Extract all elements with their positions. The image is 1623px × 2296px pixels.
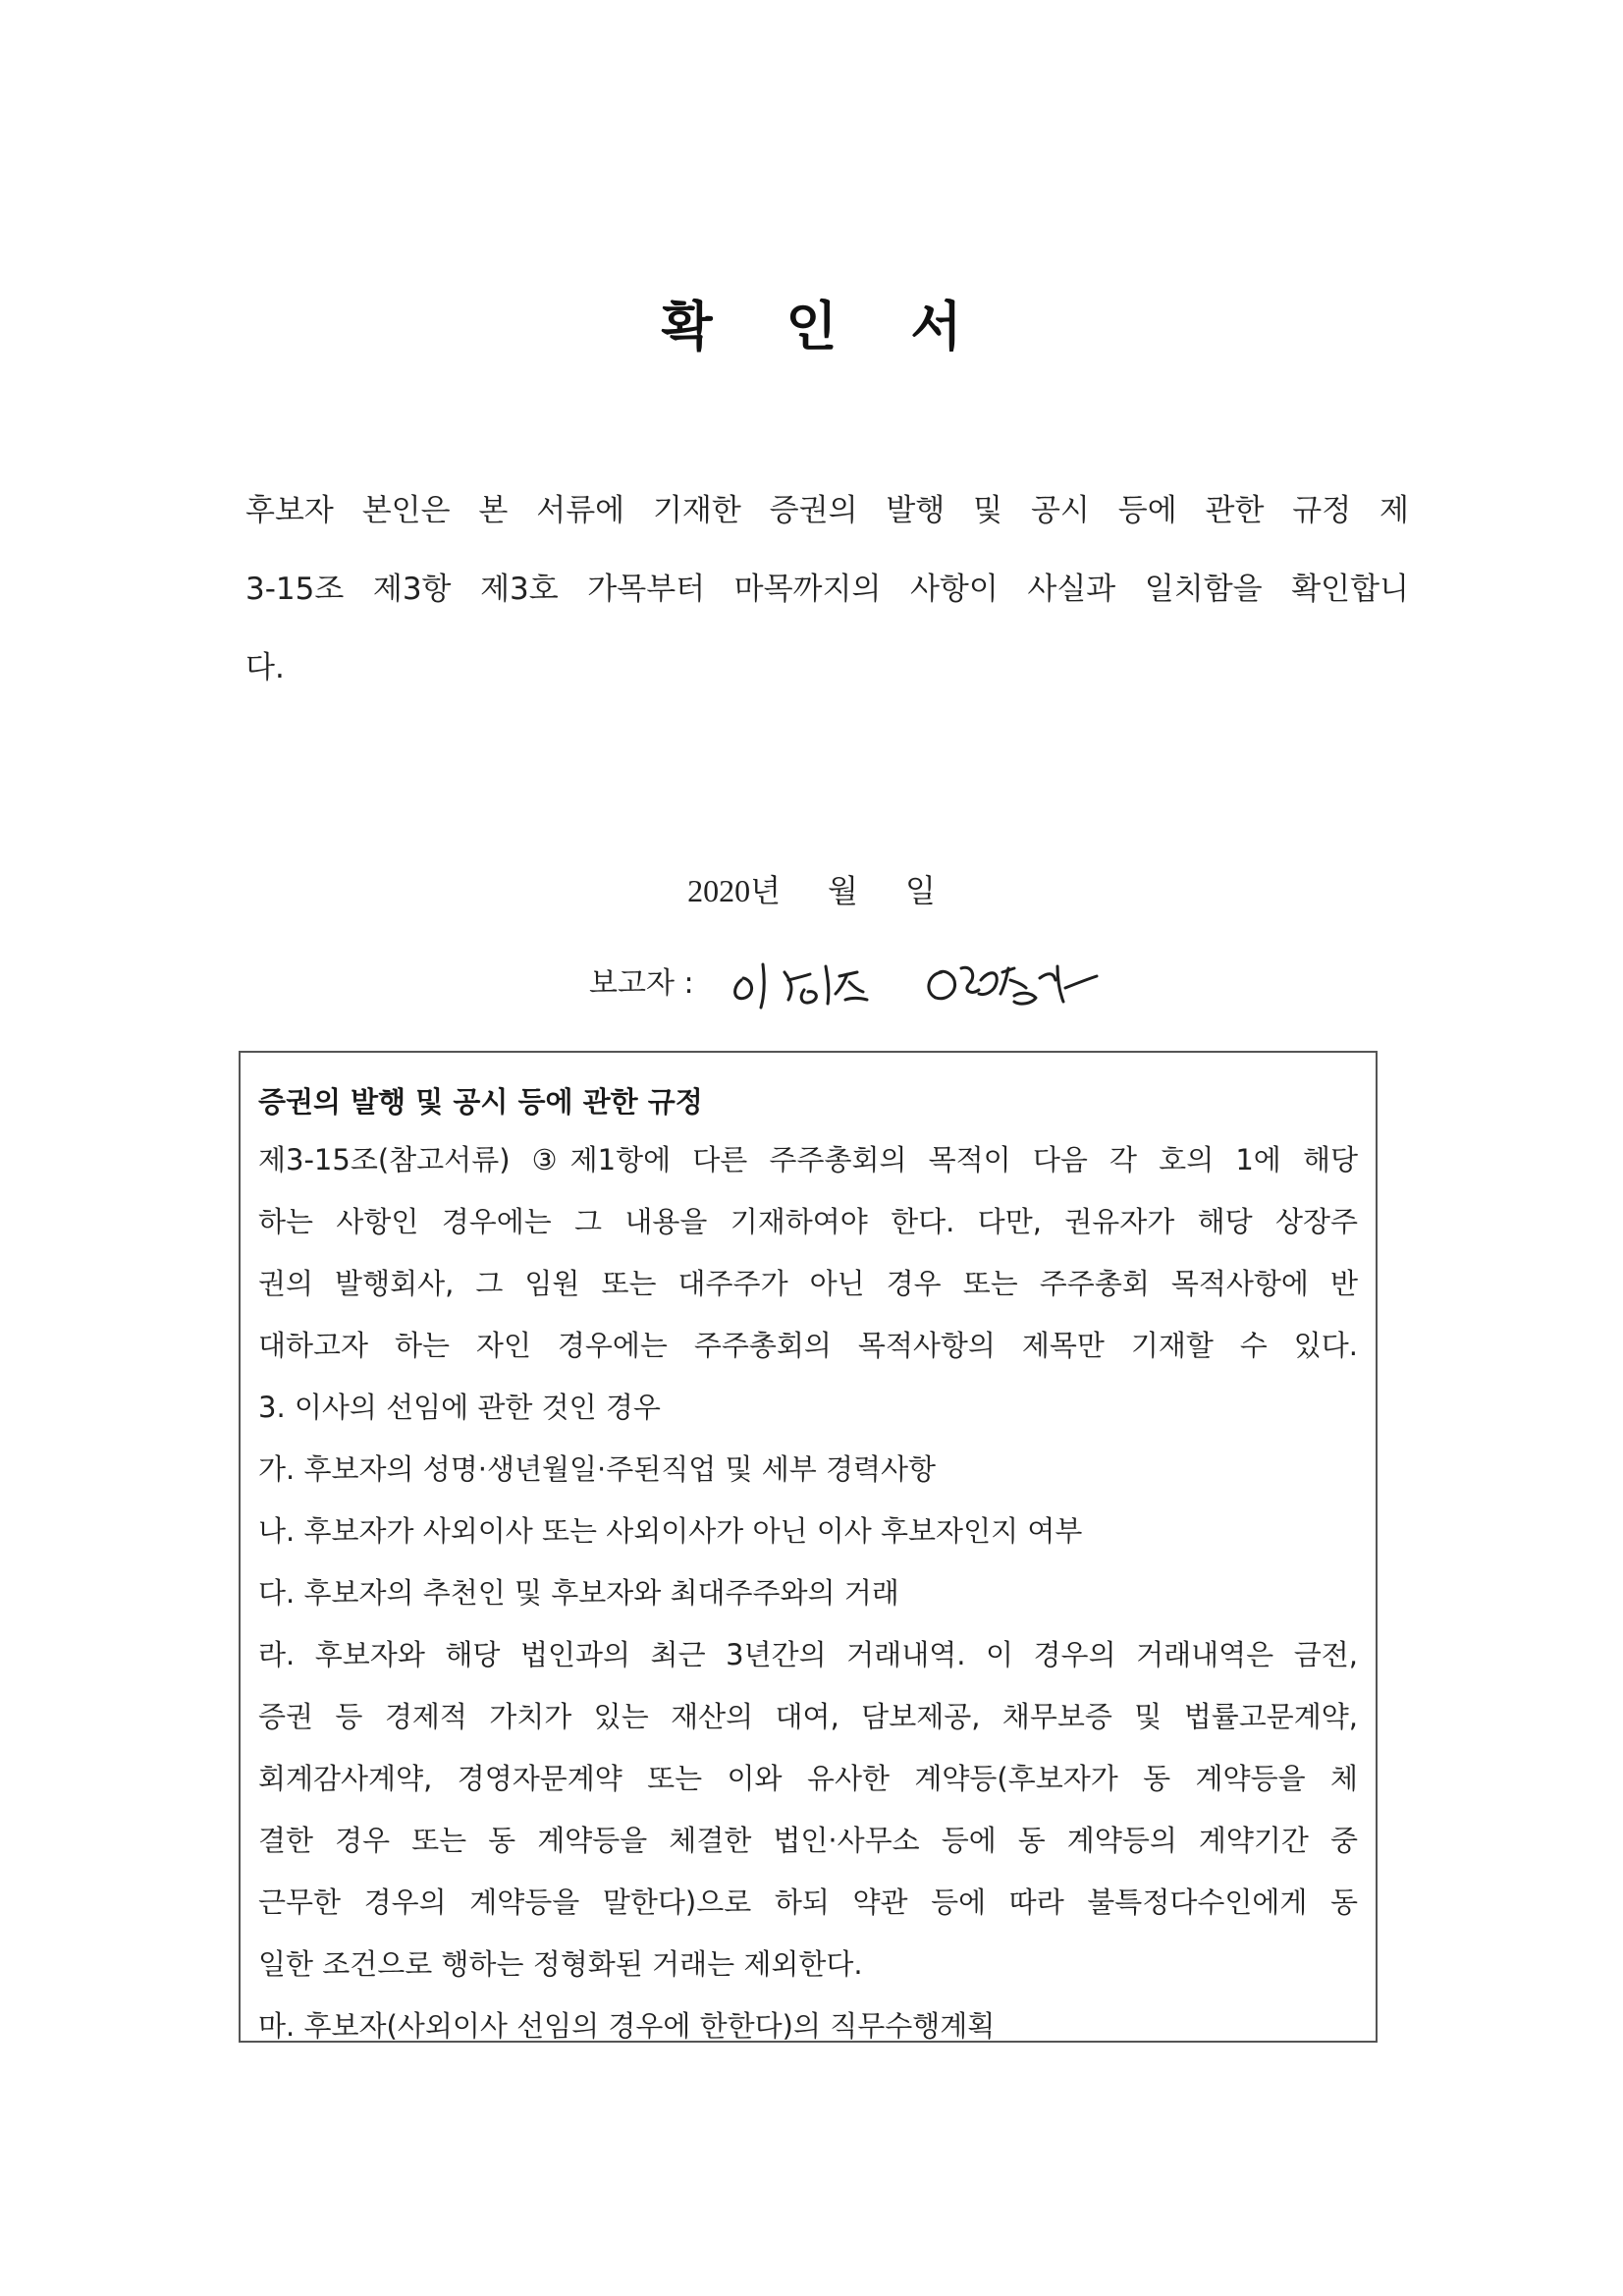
handwritten-signature [720,951,1132,1010]
page-title: 확 인 서 [661,296,990,357]
regulation-line: 제3-15조(참고서류) ③제1항에 다른 주주총회의 목적이 다음 각 호의 1에 해당 [258,1143,1358,1176]
statement-line: 후보자 본인은 본 서류에 기재한 증권의 발행 및 공시 등에 관한 규정 제 [245,493,1409,528]
statement-line: 3-15조 제3항 제3호 가목부터 마목까지의 사항이 사실과 일치함을 확인합니 [245,572,1409,607]
reporter-signature-block [589,951,1132,1010]
regulation-line: 다. 후보자의 추천인 및 후보자와 최대주주와의 거래 [258,1576,899,1610]
regulation-title: 증권의 발행 및 공시 등에 관한 규정 [258,1085,703,1119]
regulation-line: 증권 등 경제적 가치가 있는 재산의 대여, 담보제공, 채무보증 및 법률고문계약, [258,1700,1358,1733]
regulation-text [258,1129,1358,2057]
regulation-reference-box [239,1051,1378,2043]
regulation-line: 회계감사계약, 경영자문계약 또는 이와 유사한 계약등(후보자가 동 계약등을 체 [258,1762,1358,1795]
regulation-line: 가. 후보자의 성명·생년월일·주된직업 및 세부 경력사항 [258,1452,937,1486]
regulation-line: 하는 사항인 경우에는 그 내용을 기재하여야 한다. 다만, 권유자가 해당 상장주 [258,1205,1358,1238]
regulation-line: 권의 발행회사, 그 임원 또는 대주주가 아닌 경우 또는 주주총회 목적사항에 반 [258,1267,1358,1300]
reporter-label: 보고자 : [589,966,694,1001]
confirmation-statement [245,471,1409,707]
regulation-line: 라. 후보자와 해당 법인과의 최근 3년간의 거래내역. 이 경우의 거래내역은 금전, [258,1638,1358,1671]
date-line: 2020년 월 일 [687,873,936,908]
regulation-line: 나. 후보자가 사외이사 또는 사외이사가 아닌 이사 후보자인지 여부 [258,1514,1083,1548]
regulation-line: 마. 후보자(사외이사 선임의 경우에 한한다)의 직무수행계획 [258,2009,996,2043]
statement-line: 다. [245,650,285,685]
regulation-line: 결한 경우 또는 동 계약등을 체결한 법인·사무소 등에 동 계약등의 계약기간 중 [258,1824,1358,1857]
regulation-line: 근무한 경우의 계약등을 말한다)으로 하되 약관 등에 따라 불특정다수인에게 동 [258,1886,1358,1919]
regulation-line: 3. 이사의 선임에 관한 것인 경우 [258,1391,661,1424]
regulation-line: 일한 조건으로 행하는 정형화된 거래는 제외한다. [258,1947,863,1981]
regulation-line: 대하고자 하는 자인 경우에는 주주총회의 목적사항의 제목만 기재할 수 있다. [258,1329,1358,1362]
